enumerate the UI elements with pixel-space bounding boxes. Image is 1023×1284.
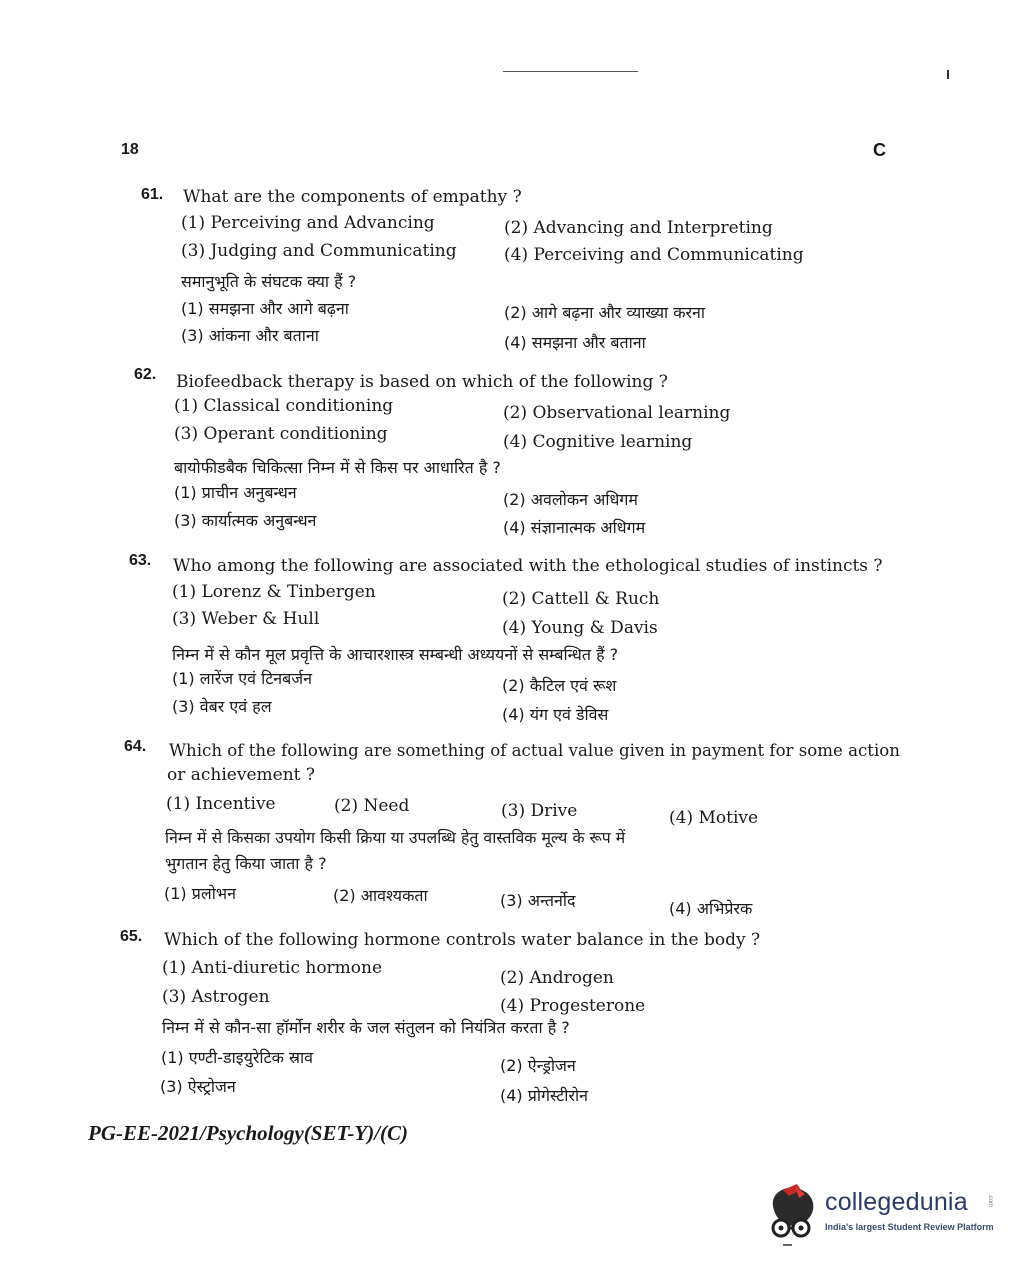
question-text-en-line-1: Which of the following are something of actual value given in payment for some action [169, 741, 900, 760]
option-hi-3: (3) अन्तर्नोद [500, 891, 576, 910]
option-hi-4: (4) समझना और बताना [504, 333, 646, 352]
option-hi-1: (1) प्राचीन अनुबन्धन [174, 483, 297, 502]
option-hi-1: (1) प्रलोभन [164, 884, 236, 903]
brand-name: collegedunia [825, 1188, 968, 1216]
option-en-2: (2) Advancing and Interpreting [504, 218, 773, 238]
paper-code: PG-EE-2021/Psychology(SET-Y)/(C) [88, 1121, 409, 1145]
option-en-4: (4) Young & Davis [502, 618, 658, 638]
option-en-4: (4) Perceiving and Communicating [504, 245, 804, 265]
question-text-hi: निम्न में से कौन मूल प्रवृत्ति के आचारशास्त्र सम्बन्धी अध्ययनों से सम्बन्धित हैं ? [172, 645, 619, 664]
option-hi-3: (3) कार्यात्मक अनुबन्धन [174, 511, 317, 530]
option-hi-3: (3) ऐस्ट्रोजन [160, 1077, 236, 1096]
question-number: 65. [120, 928, 143, 945]
option-en-3: (3) Operant conditioning [174, 424, 388, 444]
option-en-1: (1) Classical conditioning [174, 396, 394, 416]
option-en-1: (1) Perceiving and Advancing [181, 213, 435, 233]
question-text-hi-line-1: निम्न में से किसका उपयोग किसी क्रिया या उपलब्धि हेतु वास्तविक मूल्य के रूप में [165, 828, 626, 847]
option-hi-3: (3) वेबर एवं हल [172, 697, 272, 716]
option-hi-4: (4) अभिप्रेरक [669, 899, 753, 918]
option-hi-3: (3) आंकना और बताना [181, 326, 319, 345]
option-hi-4: (4) प्रोगेस्टीरोन [500, 1086, 589, 1105]
option-hi-1: (1) समझना और आगे बढ़ना [181, 299, 349, 318]
question-text-en: What are the components of empathy ? [183, 187, 522, 207]
question-text-en-line-2: or achievement ? [167, 765, 316, 785]
collegedunia-watermark [765, 1180, 995, 1250]
question-text-hi: निम्न में से कौन-सा हॉर्मोन शरीर के जल संतुलन को नियंत्रित करता है ? [162, 1018, 570, 1037]
top-rule [503, 71, 638, 72]
option-en-3: (3) Astrogen [162, 987, 270, 1007]
question-text-en: Who among the following are associated with the ethological studies of instincts ? [173, 556, 883, 576]
question-text-hi: समानुभूति के संघटक क्या हैं ? [181, 272, 357, 291]
page-number: 18 [121, 141, 139, 158]
option-hi-2: (2) कैटिल एवं रूश [502, 676, 617, 695]
option-en-1: (1) Incentive [166, 794, 276, 814]
mascot-icon [765, 1184, 821, 1242]
question-text-hi-line-2: भुगतान हेतु किया जाता है ? [165, 854, 327, 873]
option-en-1: (1) Anti-diuretic hormone [162, 958, 383, 978]
option-en-1: (1) Lorenz & Tinbergen [172, 582, 376, 602]
question-text-en: Biofeedback therapy is based on which of the following ? [176, 372, 668, 392]
brand-tagline: India's largest Student Review Platform [825, 1222, 994, 1232]
question-number: 61. [141, 186, 164, 203]
option-hi-1: (1) लारेंज एवं टिनबर्जन [172, 669, 313, 688]
set-code: C [873, 140, 886, 160]
option-en-2: (2) Need [334, 796, 410, 816]
option-en-4: (4) Progesterone [500, 996, 646, 1016]
option-en-4: (4) Motive [669, 808, 759, 828]
question-number: 64. [124, 738, 147, 755]
question-number: 63. [129, 552, 152, 569]
option-en-3: (3) Judging and Communicating [181, 241, 457, 261]
option-en-4: (4) Cognitive learning [503, 432, 693, 452]
option-hi-4: (4) संज्ञानात्मक अधिगम [503, 518, 646, 537]
option-en-2: (2) Androgen [500, 968, 614, 988]
option-en-3: (3) Weber & Hull [172, 609, 320, 629]
option-en-3: (3) Drive [501, 801, 578, 821]
option-hi-2: (2) आगे बढ़ना और व्याख्या करना [504, 303, 706, 322]
question-text-en: Which of the following hormone controls water balance in the body ? [164, 930, 761, 950]
option-en-2: (2) Cattell & Ruch [502, 589, 660, 609]
option-hi-4: (4) यंग एवं डेविस [502, 705, 609, 724]
question-text-hi: बायोफीडबैक चिकित्सा निम्न में से किस पर आधारित है ? [174, 458, 501, 477]
top-mark [947, 70, 949, 79]
option-en-2: (2) Observational learning [503, 403, 731, 423]
option-hi-1: (1) एण्टी-डाइयुरेटिक स्राव [161, 1048, 313, 1067]
bottom-mark [783, 1244, 792, 1246]
option-hi-2: (2) अवलोकन अधिगम [503, 490, 638, 509]
brand-suffix: .com [987, 1194, 993, 1208]
question-number: 62. [134, 366, 157, 383]
option-hi-2: (2) ऐन्ड्रोजन [500, 1056, 576, 1075]
option-hi-2: (2) आवश्यकता [333, 886, 428, 905]
